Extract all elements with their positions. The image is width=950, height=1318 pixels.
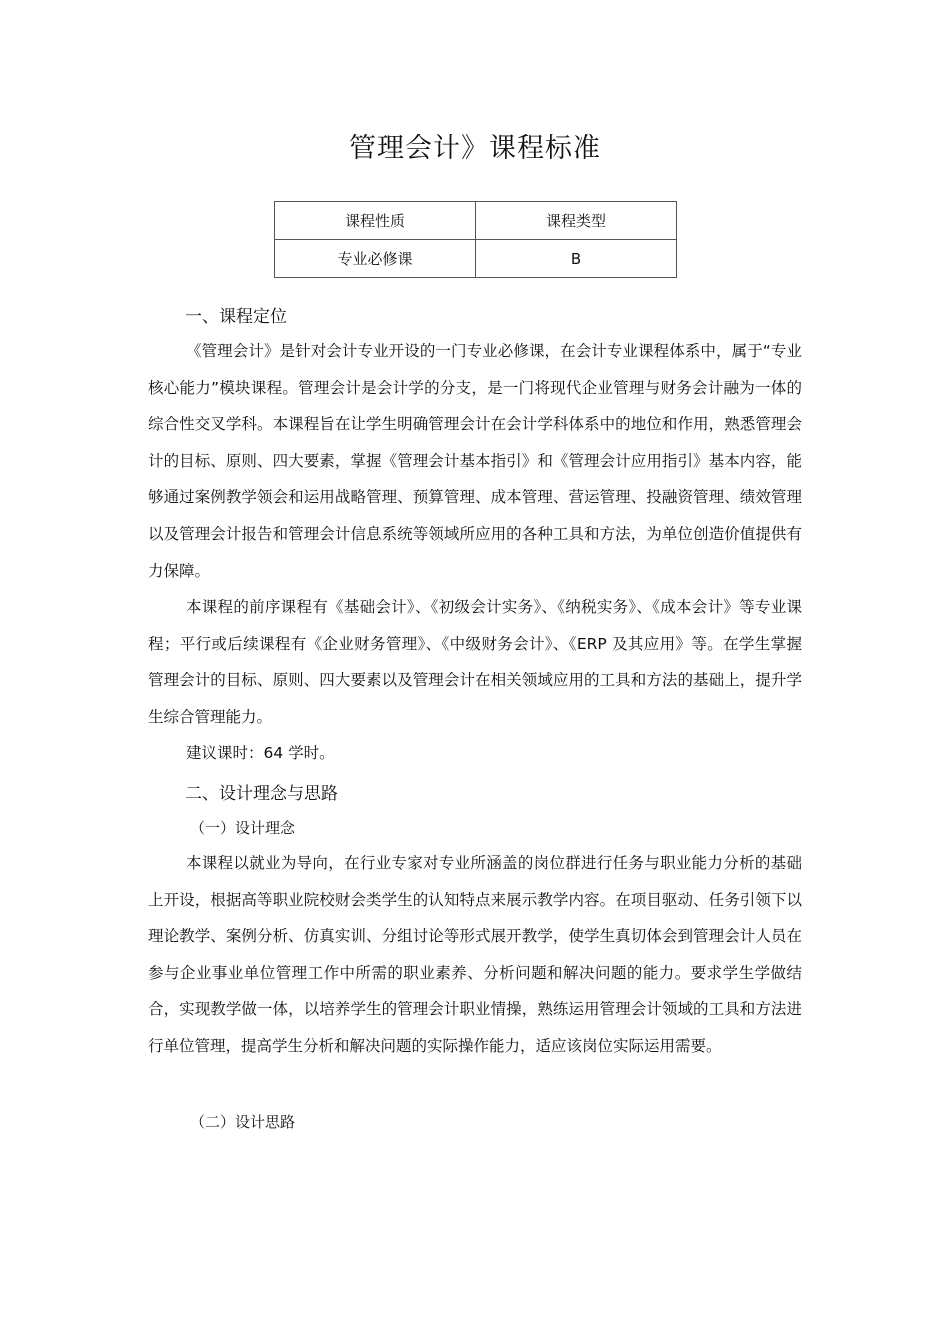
subheading-design-approach: （二）设计思路 [190, 1113, 296, 1131]
table-header-row [275, 202, 677, 240]
table-cell: 课程性质 [275, 202, 476, 240]
paragraph-design-concept: 本课程以就业为导向，在行业专家对专业所涵盖的岗位群进行任务与职业能力分析的基础上开设，根据高等职业院校财会类学生的认知特点来展示教学内容。在项目驱动、任务引领下以理论教学、案例分析、仿真实训、分组讨论等形式展开教学，使学生真切体会到管理会计人员在参与企业事业单位管理工作中所需的职业素养、分析问题和解决问题的能力。要求学生学做结合，实现教学做一体，以培养学生的管理会计职业情操，熟练运用管理会计领域的工具和方法进行单位管理，提高学生分析和解决问题的实际操作能力，适应该岗位实际运用需要。 [148, 854, 802, 1055]
section-heading-design: 二、设计理念与思路 [185, 784, 338, 804]
paragraph-course-positioning: 《管理会计》是针对会计专业开设的一门专业必修课，在会计专业课程体系中，属于“专业核心能力”模块课程。管理会计是会计学的分支，是一门将现代企业管理与财务会计融为一体的综合性交叉学科。本课程旨在让学生明确管理会计在会计学科体系中的地位和作用，熟悉管理会计的目标、原则、四大要素，掌握《管理会计基本指引》和《管理会计应用指引》基本内容，能够通过案例教学领会和运用战略管理、预算管理、成本管理、营运管理、投融资管理、绩效管理以及管理会计报告和管理会计信息系统等领域所应用的各种工具和方法，为单位创造价值提供有力保障。 [148, 342, 802, 580]
subheading-design-concept: （一）设计理念 [190, 819, 296, 837]
table-cell: 课程类型 [476, 202, 677, 240]
table-cell: 专业必修课 [275, 240, 476, 278]
course-info-table [274, 201, 677, 278]
table-row [275, 240, 677, 278]
section-heading-positioning: 一、课程定位 [185, 307, 287, 327]
document-title: 管理会计》课程标准 [349, 133, 601, 164]
paragraph-suggested-hours: 建议课时：64 学时。 [186, 744, 335, 762]
paragraph-prerequisites: 本课程的前序课程有《基础会计》、《初级会计实务》、《纳税实务》、《成本会计》等专业课程；平行或后续课程有《企业财务管理》、《中级财务会计》、《ERP 及其应用》等。在学生掌握管理会计的目标、原则、四大要素以及管理会计在相关领域应用的工具和方法的基础上，提升学生综合管理能力。 [148, 598, 802, 726]
table-cell: B [476, 240, 677, 278]
